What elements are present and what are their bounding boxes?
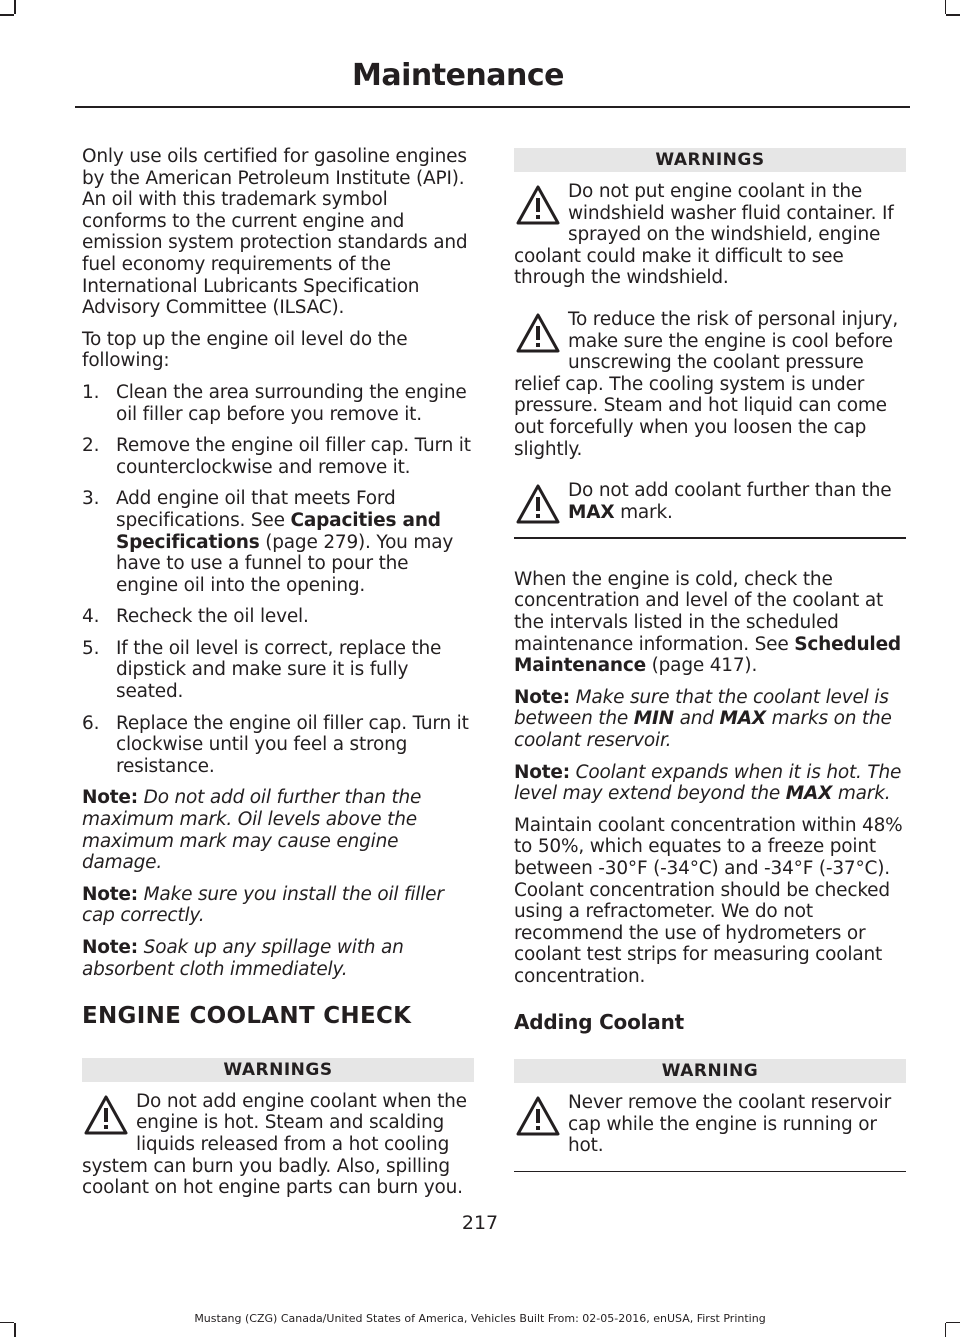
- scheduled-maintenance-link[interactable]: Scheduled Maintenance: [514, 633, 901, 677]
- list-item: [82, 488, 474, 596]
- warning-text: To reduce the risk of personal injury, make sure the engine is cool before unscrewing the coolant pressure relief cap. The cooling system is under pressure. Steam and hot liquid can come out forcefully when you loosen the cap slightly.: [514, 308, 899, 460]
- capacities-link[interactable]: Capacities and Specifications: [116, 509, 441, 553]
- crop-mark: [14, 0, 16, 14]
- step-text: If the oil level is correct, replace the dipstick and make sure it is fully seated.: [116, 637, 442, 703]
- warning-text-post: mark.: [614, 501, 673, 523]
- coolant-concentration-paragraph: Maintain coolant concentration within 48% to 50%, which equates to a freeze point between -30°F (-34°C) and -34°F (-37°C). Coolant concentration should be checked using a refractometer. We do not recommend the use of hydrometers or coolant test strips for measuring coolant concentration.: [514, 814, 903, 987]
- oil-certification-paragraph: Only use oils certified for gasoline engines by the American Petroleum Institute (API). An oil with this trademark symbol conforms to the current engine and emission system protection standards and fuel economy requirements of the International Lubricants Specification Advisory Committee (ILSAC).: [82, 146, 468, 319]
- warning-triangle-icon: [514, 482, 562, 528]
- step-text: Recheck the oil level.: [116, 606, 309, 628]
- note: [82, 937, 474, 980]
- footer-text: Mustang (CZG) Canada/United States of America, Vehicles Built From: 02-05-2016, enUSA, First Printing: [194, 1312, 766, 1325]
- step-number: 3.: [82, 488, 100, 510]
- step-text: Replace the engine oil filler cap. Turn it clockwise until you feel a strong resistance.: [116, 712, 469, 777]
- list-item: [82, 638, 474, 703]
- crop-mark: [0, 14, 14, 16]
- warning-text: Do not add engine coolant when the engine is hot. Steam and scalding liquids released from a hot cooling system can burn you badly. Also, spilling coolant on hot engine parts can burn you.: [82, 1090, 467, 1199]
- step-text-pre: Add engine oil that meets Ford specifications. See: [116, 488, 396, 531]
- note-label: Note:: [82, 883, 138, 905]
- note-text: marks on the coolant reservoir.: [514, 708, 892, 751]
- coolant-check-paragraph: [514, 569, 906, 677]
- list-item: [82, 713, 474, 778]
- step-text-post: (page 279). You may have to use a funnel to pour the engine oil into the opening.: [116, 531, 454, 596]
- min-mark-label: MIN: [633, 708, 674, 730]
- list-item: [82, 382, 474, 425]
- max-mark-label: MAX: [785, 783, 833, 805]
- subsection-heading: Adding Coolant: [514, 1009, 684, 1034]
- step-text: [116, 488, 474, 596]
- page-number: 217: [461, 1212, 499, 1234]
- crop-mark: [946, 14, 960, 16]
- note-text: Make sure that the coolant level is between the: [514, 686, 889, 730]
- right-column: [514, 148, 906, 1202]
- crop-mark: [945, 0, 947, 14]
- max-mark-label: MAX: [568, 501, 615, 523]
- step-text: Remove the engine oil filler cap. Turn it counterclockwise and remove it.: [116, 435, 471, 478]
- warning-text: Do not add coolant further than the: [568, 480, 892, 502]
- warning-triangle-icon: [514, 183, 562, 229]
- warning-triangle-icon: [82, 1093, 130, 1139]
- warning-end-rule: [514, 1171, 906, 1173]
- note: [82, 787, 474, 873]
- note: [514, 687, 906, 752]
- oil-steps-list: [82, 382, 474, 778]
- note-label: Note:: [514, 686, 570, 708]
- warning-triangle-icon: [514, 1094, 562, 1140]
- page-title: Maintenance: [351, 58, 564, 93]
- warning-item: [514, 1092, 906, 1157]
- paragraph-text: When the engine is cold, check the concentration and level of the coolant at the intervals listed in the scheduled maintenance information. See: [514, 568, 884, 655]
- warning-header: WARNING: [514, 1059, 906, 1083]
- list-item: [82, 606, 474, 628]
- paragraph-text-post: (page 417).: [645, 655, 758, 677]
- note-text: Make sure you install the oil filler cap correctly.: [82, 883, 444, 927]
- step-text: Clean the area surrounding the engine oil filler cap before you remove it.: [116, 381, 467, 425]
- left-column: [82, 146, 474, 1213]
- list-item: [82, 435, 474, 478]
- warnings-header: WARNINGS: [514, 148, 906, 172]
- step-number: 2.: [82, 435, 100, 457]
- step-number: 6.: [82, 712, 100, 734]
- crop-mark: [945, 1323, 947, 1337]
- warning-item: [514, 480, 906, 523]
- warning-text: Never remove the coolant reservoir cap while the engine is running or hot.: [568, 1092, 891, 1157]
- section-heading: ENGINE COOLANT CHECK: [82, 1003, 412, 1030]
- crop-mark: [14, 1323, 16, 1337]
- note-label: Note:: [82, 787, 138, 809]
- warning-item: [82, 1091, 474, 1199]
- warning-text: Do not put engine coolant in the windshield washer fluid container. If sprayed on the windshield, engine coolant could make it difficult to see through the windshield.: [514, 181, 894, 289]
- note-label: Note:: [82, 937, 138, 958]
- step-number: 1.: [82, 381, 100, 403]
- step-number: 5.: [82, 637, 100, 659]
- note-text: Coolant expands when it is hot. The level may extend beyond the: [514, 761, 902, 805]
- warning-item: [514, 309, 906, 460]
- max-mark-label: MAX: [719, 708, 766, 730]
- step-number: 4.: [82, 606, 100, 628]
- note-text: Do not add oil further than the maximum mark. Oil levels above the maximum mark may cause engine damage.: [82, 787, 422, 874]
- note-text: Soak up any spillage with an absorbent cloth immediately.: [82, 937, 404, 980]
- warning-item: [514, 181, 906, 289]
- warning-triangle-icon: [514, 311, 562, 357]
- warnings-header: WARNINGS: [82, 1058, 474, 1082]
- topup-intro: To top up the engine oil level do the following:: [82, 328, 408, 372]
- warnings-end-rule: [514, 537, 906, 539]
- note: [82, 884, 474, 927]
- note: [514, 762, 906, 805]
- note-text: mark.: [832, 783, 891, 805]
- note-label: Note:: [514, 761, 570, 783]
- note-text: and: [673, 708, 720, 730]
- header-rule: [75, 106, 910, 108]
